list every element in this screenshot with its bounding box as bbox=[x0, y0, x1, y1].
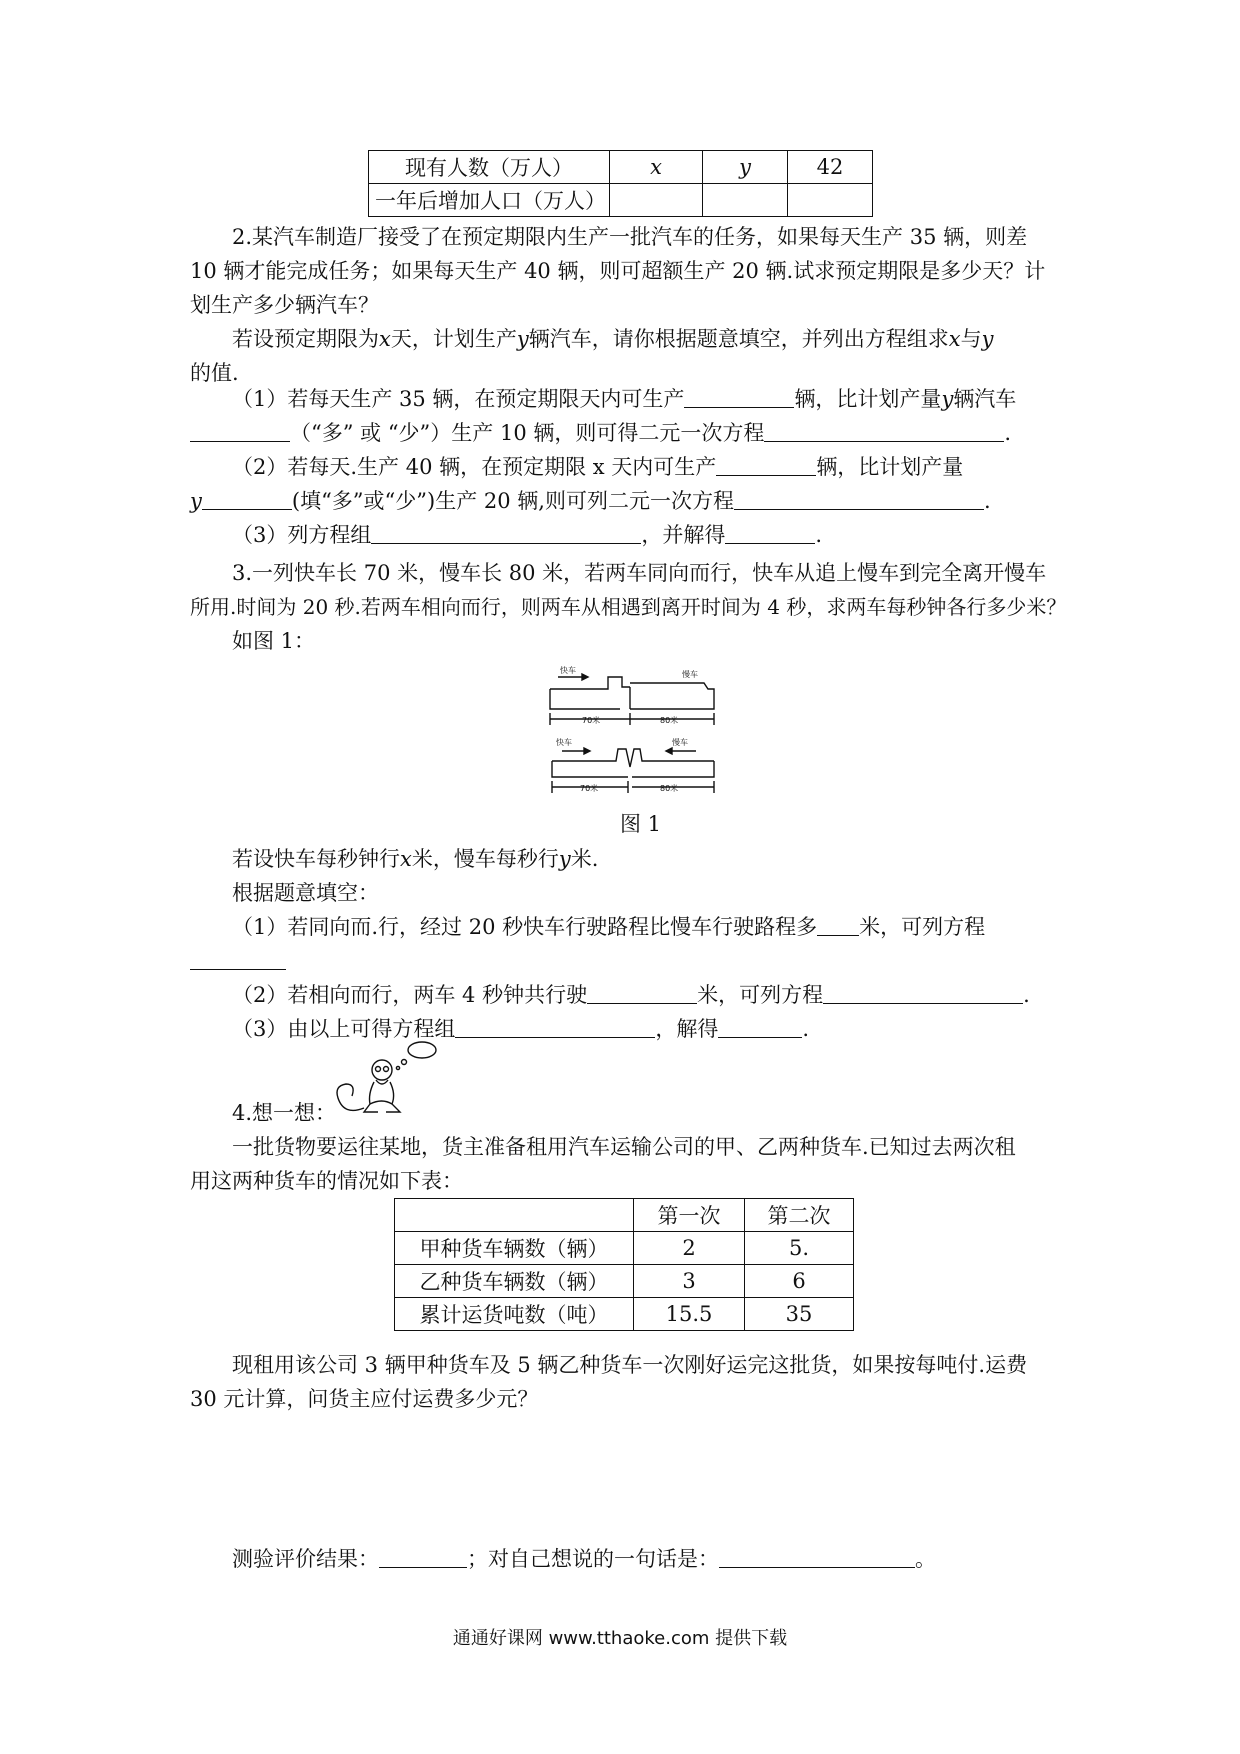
q2-part2: （2）若每天.生产 40 辆，在预定期限 x 天内可生产 辆，比计划产量 bbox=[232, 455, 964, 479]
table-cell: 一年后增加人口（万人） bbox=[369, 184, 610, 217]
q3-fig-ref: 如图 1： bbox=[232, 629, 316, 653]
answer-blank[interactable] bbox=[587, 981, 697, 1004]
table-row bbox=[395, 1298, 854, 1331]
length-80-label: 80米 bbox=[660, 716, 679, 725]
answer-blank[interactable] bbox=[716, 453, 816, 476]
table-row bbox=[395, 1265, 854, 1298]
answer-blank[interactable] bbox=[190, 419, 290, 442]
table-header-row bbox=[395, 1199, 854, 1232]
q2-line3: 划生产多少辆汽车？ bbox=[190, 293, 379, 317]
q2-setup: 若设预定期限为x天，计划生产y辆汽车，请你根据题意填空，并列出方程组求x与y bbox=[232, 327, 994, 351]
table-row bbox=[369, 151, 873, 184]
table-header: 第一次 bbox=[634, 1199, 745, 1232]
answer-blank[interactable] bbox=[823, 981, 1023, 1004]
fast-train-label: 快车 bbox=[560, 666, 576, 675]
answer-blank[interactable] bbox=[684, 385, 794, 408]
table-cell: 乙种货车辆数（辆） bbox=[395, 1265, 634, 1298]
evaluation-line: 测验评价结果： ；对自己想说的一句话是： 。 bbox=[232, 1547, 936, 1571]
table-header bbox=[395, 1199, 634, 1232]
table-row bbox=[369, 184, 873, 217]
q3-fill: 根据题意填空： bbox=[232, 881, 379, 905]
q3-line2: 所用.时间为 20 秒.若两车相向而行，则两车从相遇到离开时间为 4 秒，求两车每秒钟各行多少米？ bbox=[190, 595, 1067, 619]
answer-blank[interactable] bbox=[764, 419, 1004, 442]
table-cell bbox=[703, 184, 788, 217]
table-cell: 42 bbox=[788, 151, 873, 184]
fast-train-label: 快车 bbox=[556, 738, 572, 747]
slow-train-label: 慢车 bbox=[682, 670, 698, 679]
length-70-label: 70米 bbox=[582, 716, 601, 725]
answer-blank[interactable] bbox=[817, 913, 859, 936]
q4-line1: 一批货物要运往某地，货主准备租用汽车运输公司的甲、乙两种货车.已知过去两次租 bbox=[232, 1135, 1016, 1159]
q3-setup: 若设快车每秒钟行x米，慢车每秒行y米. bbox=[232, 847, 599, 871]
q3-line1: 3.一列快车长 70 米，慢车长 80 米，若两车同向而行，快车从追上慢车到完全离开慢车 bbox=[232, 561, 1047, 585]
q4-title: 4.想一想： bbox=[232, 1101, 337, 1125]
table-cell: 15.5 bbox=[634, 1298, 745, 1331]
table-cell: 5. bbox=[745, 1232, 854, 1265]
slow-train-label: 慢车 bbox=[672, 738, 688, 747]
table-cell: 现有人数（万人） bbox=[369, 151, 610, 184]
population-table bbox=[368, 150, 873, 217]
answer-blank[interactable] bbox=[202, 487, 292, 510]
q2-part1: （1）若每天生产 35 辆，在预定期限天内可生产 辆，比计划产量y辆汽车 bbox=[232, 387, 1017, 411]
table-cell bbox=[788, 184, 873, 217]
truck-table bbox=[394, 1198, 854, 1331]
q2-line1: 2.某汽车制造厂接受了在预定期限内生产一批汽车的任务，如果每天生产 35 辆，则差 bbox=[232, 225, 1028, 249]
q3-part3: （3）由以上可得方程组 ，解得 . bbox=[232, 1017, 810, 1041]
footer-credit: 通通好课网 www.tthaoke.com 提供下载 bbox=[452, 1628, 788, 1649]
answer-blank[interactable] bbox=[725, 521, 815, 544]
q3-part1-cont bbox=[190, 944, 1060, 978]
q4-question-line2: 30 元计算，问货主应付运费多少元？ bbox=[190, 1387, 539, 1411]
table-cell: y bbox=[703, 151, 788, 184]
answer-blank[interactable] bbox=[371, 521, 641, 544]
table-cell: 累计运货吨数（吨） bbox=[395, 1298, 634, 1331]
q2-setup-line2: 的值. bbox=[190, 361, 239, 385]
q2-part3: （3）列方程组 ，并解得 . bbox=[232, 523, 823, 547]
q4-line2: 用这两种货车的情况如下表： bbox=[190, 1169, 463, 1193]
table-row bbox=[395, 1232, 854, 1265]
q2-line2: 10 辆才能完成任务；如果每天生产 40 辆，则可超额生产 20 辆.试求预定期限是多少天？计 bbox=[190, 259, 1046, 283]
answer-blank[interactable] bbox=[719, 1545, 915, 1568]
figure-caption: 图 1 bbox=[620, 812, 662, 836]
answer-blank[interactable] bbox=[734, 487, 984, 510]
train-diagram bbox=[548, 665, 744, 797]
answer-blank[interactable] bbox=[190, 947, 286, 970]
length-80-label: 80米 bbox=[660, 784, 679, 793]
q4-question-line1: 现租用该公司 3 辆甲种货车及 5 辆乙种货车一次刚好运完这批货，如果按每吨付.运费 bbox=[232, 1353, 1028, 1377]
table-header: 第二次 bbox=[745, 1199, 854, 1232]
table-cell: 2 bbox=[634, 1232, 745, 1265]
q2-part1-cont: （“多” 或 “少”）生产 10 辆，则可得二元一次方程 . bbox=[190, 416, 1060, 450]
answer-blank[interactable] bbox=[718, 1015, 802, 1038]
table-cell: 6 bbox=[745, 1265, 854, 1298]
length-70-label: 70米 bbox=[580, 784, 599, 793]
table-cell: 3 bbox=[634, 1265, 745, 1298]
table-cell bbox=[610, 184, 703, 217]
table-cell: 甲种货车辆数（辆） bbox=[395, 1232, 634, 1265]
table-cell: x bbox=[610, 151, 703, 184]
table-cell: 35 bbox=[745, 1298, 854, 1331]
q3-part1: （1）若同向而.行，经过 20 秒快车行驶路程比慢车行驶路程多 米，可列方程 bbox=[232, 915, 986, 939]
q2-part2-cont: y (填“多”或“少”)生产 20 辆,则可列二元一次方程 . bbox=[190, 489, 991, 513]
q3-part2: （2）若相向而行，两车 4 秒钟共行驶 米，可列方程 . bbox=[232, 983, 1030, 1007]
answer-blank[interactable] bbox=[455, 1015, 655, 1038]
answer-blank[interactable] bbox=[379, 1545, 467, 1568]
